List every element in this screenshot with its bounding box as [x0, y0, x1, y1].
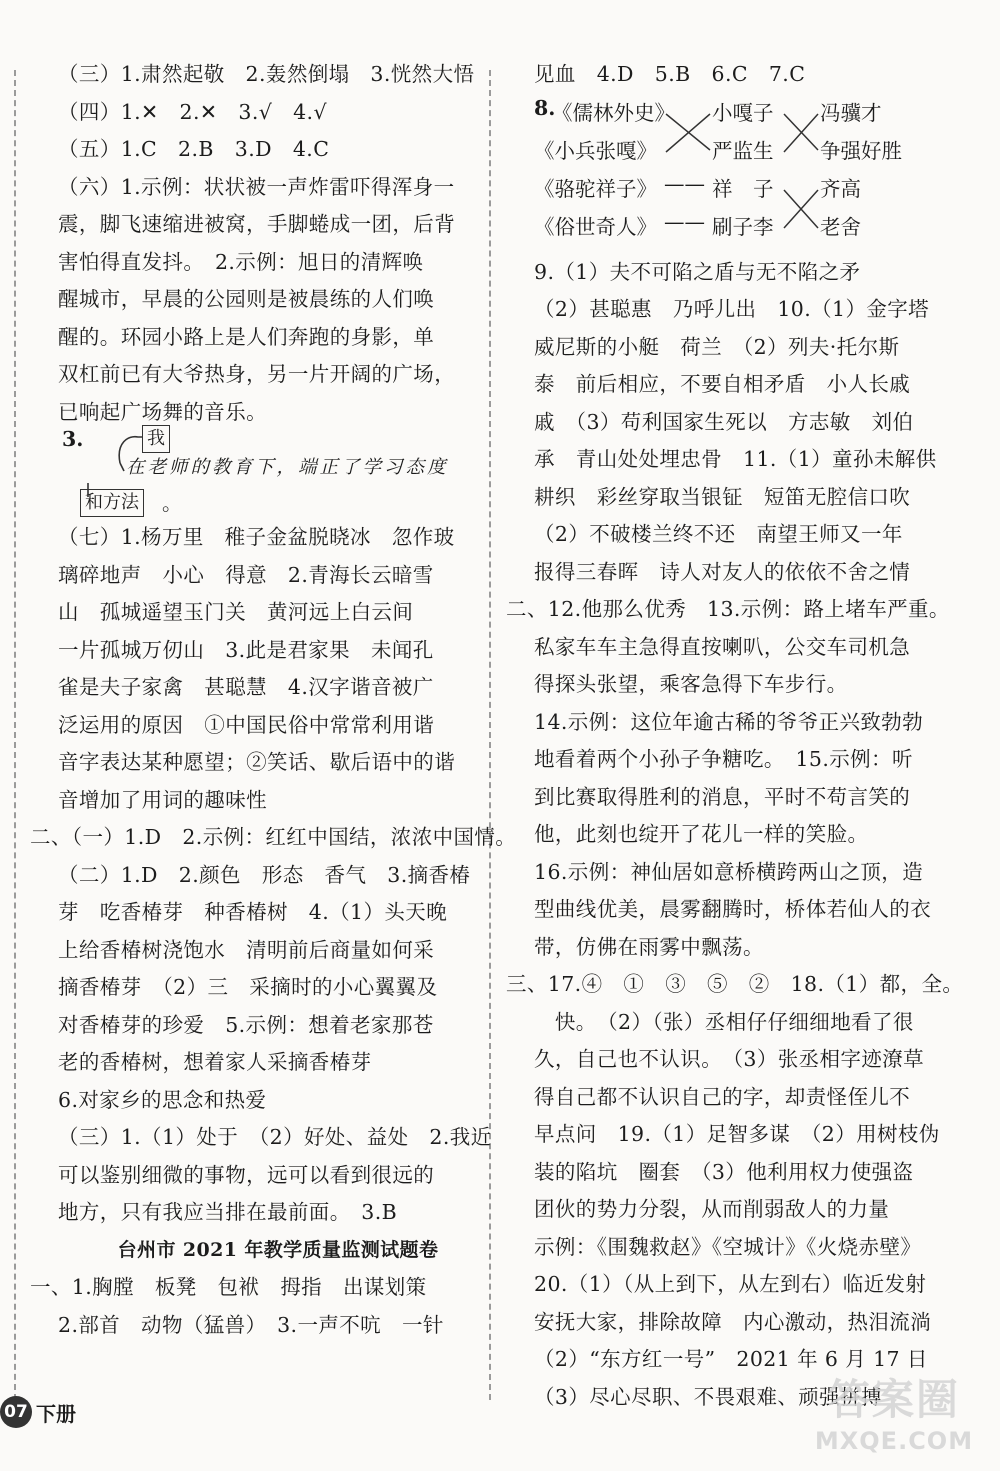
answer-line: （2）甚聪惠 乃呼儿出 10.（1）金字塔 [534, 297, 930, 321]
answer-line: 2.部首 动物（猛兽） 3.一声不吭 一针 [58, 1312, 444, 1337]
answer-line: （三）1.（1）处于 （2）好处、益处 2.我近 [58, 1125, 492, 1149]
answer-line: 一片孤城万仞山 3.此是君家果 未闻孔 [58, 637, 434, 662]
answer-line: （二）1.D 2.颜色 形态 香气 3.摘香椿 [58, 862, 471, 887]
answer-line: （五）1.C 2.B 3.D 4.C [58, 137, 330, 161]
answer-line: 20.（1）（从上到下，从左到右）临近发射 [534, 1272, 927, 1296]
item-number: 8. [534, 95, 556, 120]
answer-line: 快。 （2）（张）丞相仔仔细细地看了很 [534, 1009, 914, 1034]
answer-line: （七）1.杨万里 稚子金盆脱晓冰 忽作玻 [58, 525, 455, 549]
answer-line: 示例：《围魏救赵》《空城计》《火烧赤壁》 [534, 1234, 922, 1259]
section-heading-line: 二、（一）1.D 2.示例：红红中国结，浓浓中国情。 [30, 825, 517, 849]
sentence-end-punct: 。 [162, 491, 182, 515]
answer-line: 可以鉴别细微的事物，远可以看到很远的 [58, 1162, 435, 1187]
author-or-trait: 齐高 [820, 176, 861, 201]
character-name: 严监生 [712, 138, 774, 163]
answer-line: 双杠前已有大爷热身，另一片开阔的广场， [58, 362, 456, 386]
section-heading-line: 三、17.④ ① ③ ⑤ ② 18.（1）都，全。 [506, 972, 964, 996]
left-column [30, 56, 517, 1344]
answer-line: 醒的。环园小路上是人们奔跑的身影，单 [58, 324, 435, 349]
answer-line: 早点问 19.（1）足智多谋 （2）用树枝伪 [534, 1122, 940, 1146]
section-heading-line: 二、12.他那么优秀 13.示例：路上堵车严重。 [506, 597, 950, 621]
test-paper-title: 台州市 2021 年教学质量监测试题卷 [117, 1238, 439, 1261]
answer-line: 威尼斯的小艇 荷兰 （2）列夫·托尔斯 [534, 334, 900, 359]
author-or-trait: 老舍 [820, 214, 861, 239]
book-character-matching [534, 94, 974, 254]
answer-line: 得自己都不认识自己的字，却责怪侄儿不 [534, 1084, 911, 1109]
answer-line: 震，脚飞速缩进被窝，手脚蜷成一团，后背 [58, 212, 456, 236]
answer-line: （三）1.肃然起敬 2.轰然倒塌 3.恍然大悟 [58, 62, 475, 86]
watermark-url: MXQE.COM [814, 1427, 974, 1455]
answer-line: 6.对家乡的思念和热爱 [58, 1087, 267, 1112]
connector-dash: —— [664, 171, 705, 196]
answer-line: 报得三春晖 诗人对友人的依依不舍之情 [534, 559, 911, 584]
answer-line: （2）“东方红一号” 2021 年 6 月 17 日 [534, 1347, 928, 1371]
watermark-logo-text: 答案圈 [827, 1375, 960, 1424]
answer-line: 16.示例：神仙居如意桥横跨两山之顶，造 [534, 859, 924, 884]
answer-line: （3）尽心尽职、不畏艰难、顽强拼搏 [534, 1384, 882, 1409]
character-name: 刷子李 [712, 214, 774, 239]
matching-lines [534, 94, 974, 254]
answer-line: 已响起广场舞的音乐。 [58, 399, 267, 424]
answer-line: 私家车车主急得直按喇叭，公交车司机急 [534, 634, 911, 659]
answer-line: 醒城市，早晨的公园则是被晨练的人们唤 [58, 287, 435, 311]
answer-line: 对香椿芽的珍爱 5.示例：想着老家那苍 [58, 1012, 434, 1037]
answer-line: 安抚大家，排除故障 内心激动，热泪流淌 [534, 1309, 932, 1334]
answer-line: 久，自己也不认识。 （3）张丞相字迹潦草 [534, 1047, 925, 1071]
answer-line: （2）不破楼兰终不还 南望王师又一年 [534, 522, 903, 546]
answer-line: 戚 （3）苟利国家生死以 方志敏 刘伯 [534, 409, 914, 434]
sentence-revision-diagram [58, 427, 498, 519]
answer-line: 承 青山处处埋忠骨 11.（1）童孙未解供 [534, 447, 937, 471]
answer-line: 泛运用的原因 ①中国民俗中常常利用谐 [58, 712, 435, 737]
answer-line: 璃碎地声 小心 得意 2.青海长云暗雪 [58, 562, 434, 587]
answer-line: 摘香椿芽 （2）三 采摘时的小心翼翼及 [58, 975, 438, 999]
book-title: 《俗世奇人》 [534, 214, 657, 239]
site-watermark [796, 1367, 992, 1463]
book-title: 《儒林外史》 [552, 100, 675, 125]
answer-line: 芽 吃香椿芽 种香椿树 4.（1）头天晚 [58, 900, 448, 924]
answer-line: 上给香椿树浇饱水 清明前后商量如何采 [58, 937, 435, 962]
answer-line: 他，此刻也绽开了花儿一样的笑脸。 [534, 822, 869, 846]
answer-line: 耕织 彩丝穿取当银钲 短笛无腔信口吹 [534, 484, 911, 509]
volume-label: 下册 [36, 1401, 76, 1426]
answer-line: 带，仿佛在雨雾中飘荡。 [534, 934, 764, 959]
answer-line: 装的陷坑 圈套 （3）他利用权力使强盗 [534, 1159, 914, 1184]
answer-line: 见血 4.D 5.B 6.C 7.C [534, 62, 806, 86]
answer-line: 一、1.胸膛 板凳 包袱 拇指 出谋划策 [30, 1275, 427, 1299]
answer-line: （六）1.示例：状状被一声炸雷吓得浑身一 [58, 174, 455, 199]
answer-line: 害怕得直发抖。 2.示例：旭日的清辉唤 [58, 249, 424, 274]
connector-dash: —— [664, 209, 705, 234]
answer-line: 地看着两个小孙子争糖吃。 15.示例：听 [534, 747, 913, 771]
answer-line: 山 孤城遥望玉门关 黄河远上白云间 [58, 600, 414, 624]
page-number: 07 [0, 1396, 32, 1428]
answer-line: 9.（1）夫不可陷之盾与无不陷之矛 [534, 259, 861, 284]
answer-line: 雀是夫子家禽 甚聪慧 4.汉字谐音被广 [58, 675, 434, 699]
answer-line: （四）1.✕ 2.✕ 3.√ 4.√ [58, 99, 327, 124]
left-margin-dashed-line [14, 70, 16, 1410]
character-name: 祥 子 [712, 176, 774, 201]
inserted-word-box: 我 [142, 425, 170, 453]
right-column [506, 56, 974, 1416]
item-number: 3. [62, 427, 84, 451]
answer-line: 地方，只有我应当排在最前面。 3.B [58, 1200, 398, 1224]
answer-line: 老的香椿树，想着家人采摘香椿芽 [58, 1050, 372, 1074]
answer-line: 音增加了用词的趣味性 [58, 787, 267, 812]
author-or-trait: 争强好胜 [820, 138, 902, 163]
book-title: 《小兵张嘎》 [534, 138, 657, 163]
character-name: 小嘎子 [712, 100, 774, 125]
page-footer [0, 1396, 76, 1428]
book-title: 《骆驼祥子》 [534, 176, 657, 201]
answer-line: 音字表达某种愿望；②笑话、歇后语中的谐 [58, 750, 456, 774]
revised-sentence: 在老师的教育下，端正了学习态度 [126, 457, 449, 478]
author-or-trait: 冯骥才 [820, 100, 882, 125]
answer-line: 团伙的势力分裂，从而削弱敌人的力量 [534, 1197, 890, 1221]
answer-line: 型曲线优美，晨雾翻腾时，桥体若仙人的衣 [534, 897, 932, 921]
inserted-phrase-box: 和方法 [80, 489, 144, 517]
answer-line: 泰 前后相应，不要自相矛盾 小人长戚 [534, 372, 911, 396]
answer-line: 得探头张望，乘客急得下车步行。 [534, 672, 848, 696]
answer-line: 14.示例：这位年逾古稀的爷爷正兴致勃勃 [534, 709, 924, 734]
answer-line: 到比赛取得胜利的消息，平时不苟言笑的 [534, 784, 911, 809]
